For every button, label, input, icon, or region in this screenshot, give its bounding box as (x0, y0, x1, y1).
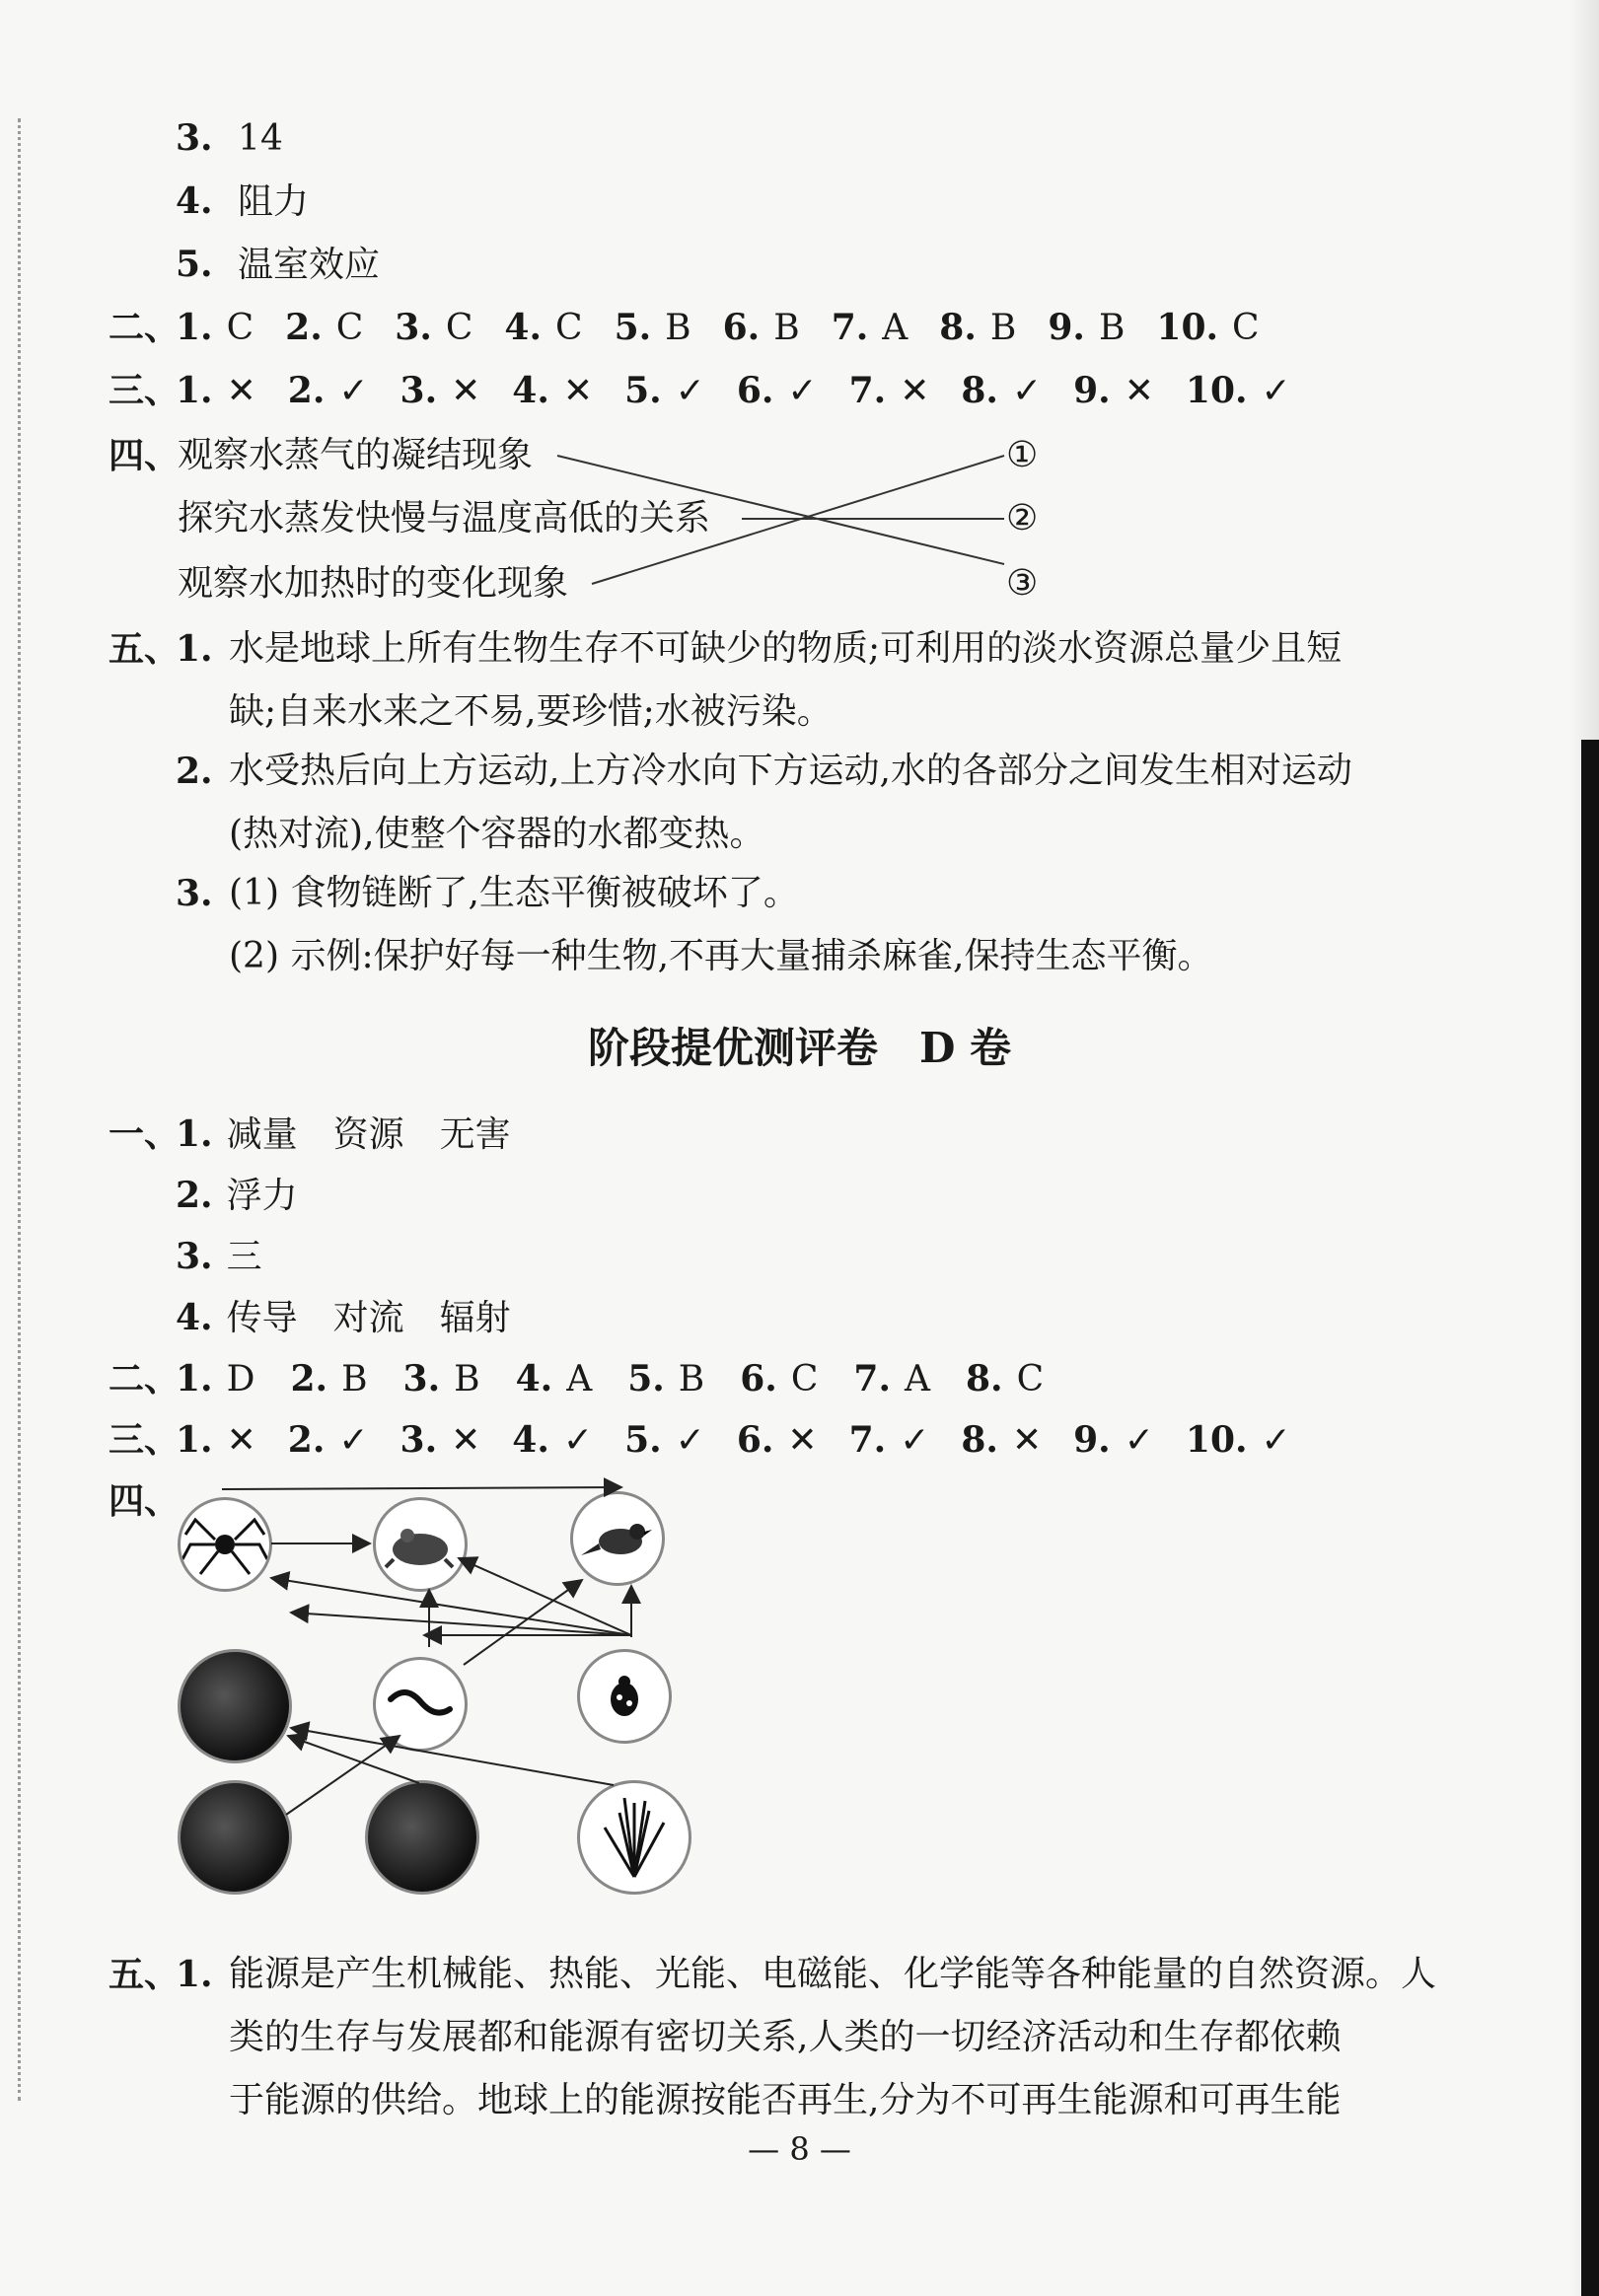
item-answer: A (566, 1359, 593, 1399)
item-answer: ✕ (451, 1420, 481, 1461)
item-answer: 减量 资源 无害 (226, 1114, 511, 1155)
match-left-2: 探究水蒸发快慢与温度高低的关系 (178, 498, 711, 538)
item-answer: ✕ (787, 1420, 818, 1461)
item-number: 10. (1156, 307, 1219, 348)
match-right-1: ① (1006, 435, 1039, 475)
item-answer: ✓ (675, 371, 705, 411)
item-answer: C (335, 308, 364, 348)
item-answer: ✓ (787, 371, 818, 411)
item-answer: 温室效应 (238, 245, 381, 285)
item-answer: ✓ (1261, 1420, 1291, 1461)
answer-text: 类的生存与发展都和能源有密切关系,人类的一切经济活动和生存都依赖 (229, 2017, 1342, 2057)
item-number: 3. (400, 1419, 438, 1461)
item-number: 2. (287, 1419, 326, 1461)
item-number: 4. (515, 1358, 553, 1399)
item-number: 5. (614, 307, 652, 348)
item-number: 1. (176, 1419, 213, 1461)
item-answer: B (1098, 308, 1126, 348)
item-number: 6. (736, 1419, 774, 1461)
item-answer: C (790, 1359, 819, 1399)
item-number: 9. (1073, 1419, 1111, 1461)
item-number: 2. (285, 307, 323, 348)
item-answer: ✕ (226, 1420, 256, 1461)
item-number: 1. (176, 1954, 213, 1995)
item-number: 6. (736, 370, 774, 411)
item-number: 1. (176, 1113, 213, 1155)
item-answer: C (1232, 308, 1260, 348)
item-answer: ✓ (1261, 371, 1291, 411)
item-answer: ✓ (1011, 371, 1043, 411)
d-section-5-label: 五、 (109, 1954, 181, 1995)
item-answer: 三 (226, 1237, 262, 1277)
item-number: 3. (395, 307, 432, 348)
item-number: 5. (176, 244, 213, 285)
item-number: 3. (176, 873, 213, 914)
section-5-label: 五、 (109, 628, 181, 670)
item-number: 2. (287, 370, 326, 411)
match-right-2: ② (1006, 498, 1039, 538)
item-number: 2. (176, 751, 213, 792)
item-answer: ✓ (1124, 1420, 1154, 1461)
item-number: 7. (848, 370, 887, 411)
item-number: 10. (1185, 370, 1248, 411)
item-number: 4. (512, 370, 549, 411)
section-3-label: 三、 (109, 370, 181, 411)
item-number: 7. (853, 1358, 891, 1399)
item-answer: D (226, 1359, 255, 1399)
item-answer: B (773, 308, 800, 348)
item-answer: ✓ (338, 371, 369, 411)
item-number: 5. (627, 1358, 665, 1399)
item-number: 8. (961, 1419, 998, 1461)
item-answer: 阻力 (238, 181, 310, 222)
item-answer: ✕ (562, 371, 594, 411)
item-answer: A (882, 308, 909, 348)
item-answer: B (665, 308, 691, 348)
item-number: 5. (624, 1419, 662, 1461)
item-answer: B (678, 1359, 705, 1399)
item-number: 9. (1048, 307, 1085, 348)
item-answer: 浮力 (226, 1176, 298, 1216)
item-answer: 14 (238, 118, 283, 159)
answer-text: 水是地球上所有生物生存不可缺少的物质;可利用的淡水资源总量少且短 (229, 628, 1343, 669)
item-number: 8. (965, 1358, 1003, 1399)
item-answer: C (445, 308, 473, 348)
item-number: 4. (512, 1419, 549, 1461)
item-number: 2. (176, 1175, 213, 1216)
item-number: 8. (939, 307, 977, 348)
item-answer: C (1016, 1359, 1045, 1399)
item-number: 6. (722, 307, 761, 348)
item-number: 8. (961, 370, 998, 411)
item-number: 5. (624, 370, 662, 411)
answer-text: (2) 示例:保护好每一种生物,不再大量捕杀麻雀,保持生态平衡。 (229, 936, 1213, 976)
answer-text: 于能源的供给。地球上的能源按能否再生,分为不可再生能源和可再生能 (229, 2080, 1342, 2120)
page-number: — 8 — (748, 2130, 851, 2168)
item-number: 4. (504, 307, 543, 348)
section-2-label: 二、 (109, 307, 181, 348)
item-number: 4. (176, 180, 213, 222)
item-number: 1. (176, 370, 213, 411)
item-answer: ✕ (1011, 1420, 1043, 1461)
answer-text: (1) 食物链断了,生态平衡被破坏了。 (229, 873, 799, 913)
match-left-3: 观察水加热时的变化现象 (178, 563, 569, 604)
item-number: 1. (176, 1358, 213, 1399)
item-answer: ✓ (338, 1420, 369, 1461)
item-number: 1. (176, 307, 213, 348)
item-number: 9. (1073, 370, 1111, 411)
d-section-3-label: 三、 (109, 1419, 181, 1461)
item-number: 7. (831, 307, 869, 348)
item-answer: A (904, 1359, 930, 1399)
d-section-1-label: 一、 (109, 1113, 181, 1155)
item-number: 3. (402, 1358, 441, 1399)
item-number: 10. (1185, 1419, 1248, 1461)
item-number: 3. (176, 117, 213, 159)
item-answer: ✓ (675, 1420, 705, 1461)
match-left-1: 观察水蒸气的凝结现象 (178, 435, 534, 475)
match-right-3: ③ (1006, 563, 1039, 604)
item-answer: C (555, 308, 583, 348)
item-number: 6. (740, 1358, 777, 1399)
d-section-2-label: 二、 (109, 1358, 181, 1399)
item-answer: ✕ (451, 371, 481, 411)
item-number: 2. (290, 1358, 328, 1399)
item-answer: C (226, 308, 254, 348)
answer-text: 能源是产生机械能、热能、光能、电磁能、化学能等各种能量的自然资源。人 (229, 1954, 1437, 1994)
item-answer: ✓ (562, 1420, 594, 1461)
item-number: 3. (400, 370, 438, 411)
item-number: 1. (176, 628, 213, 670)
item-answer: ✕ (1124, 371, 1154, 411)
answer-text: 缺;自来水来之不易,要珍惜;水被污染。 (229, 691, 833, 732)
item-answer: ✓ (900, 1420, 930, 1461)
item-answer: 传导 对流 辐射 (226, 1298, 511, 1338)
item-number: 7. (848, 1419, 887, 1461)
item-answer: ✕ (226, 371, 256, 411)
section-title: 阶段提优测评卷 D 卷 (587, 1024, 1012, 1072)
answer-text: (热对流),使整个容器的水都变热。 (229, 814, 765, 854)
item-number: 3. (176, 1236, 213, 1277)
item-answer: B (454, 1359, 480, 1399)
item-answer: ✕ (900, 371, 930, 411)
item-answer: B (989, 308, 1017, 348)
item-answer: B (341, 1359, 368, 1399)
answer-text: 水受热后向上方运动,上方冷水向下方运动,水的各部分之间发生相对运动 (229, 751, 1352, 791)
d-section-4-label: 四、 (109, 1480, 181, 1522)
section-4-label: 四、 (109, 435, 181, 476)
item-number: 4. (176, 1297, 213, 1338)
